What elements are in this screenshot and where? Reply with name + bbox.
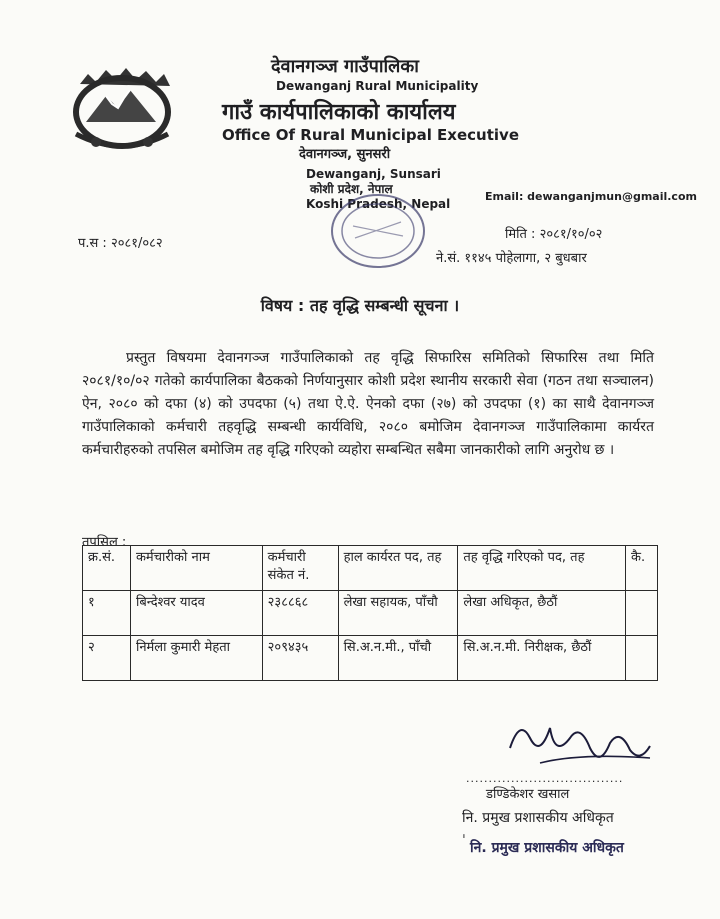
table-cell: २: [83, 636, 131, 681]
address-en: Dewanganj, Sunsari: [306, 167, 441, 181]
table-cell: लेखा अधिकृत, छैठौं: [458, 591, 626, 636]
signature-line: ...................................: [466, 772, 624, 785]
table-cell: लेखा सहायक, पाँचौ: [338, 591, 458, 636]
table-cell: निर्मला कुमारी मेहता: [130, 636, 262, 681]
province-en: Koshi Pradesh, Nepal: [306, 197, 451, 211]
handwritten-signature-icon: [500, 708, 660, 778]
header-cell: क्र.सं.: [83, 546, 131, 591]
office-name-en: Office Of Rural Municipal Executive: [222, 126, 519, 144]
municipality-name-ne: देवानगञ्ज गाउँपालिका: [271, 56, 419, 77]
table-cell: [625, 591, 657, 636]
table-row: [83, 591, 658, 636]
office-stamp-icon: [323, 186, 433, 276]
table-cell: १: [83, 591, 131, 636]
designation-stamp: नि. प्रमुख प्रशासकीय अधिकृत: [470, 840, 624, 856]
signer-designation: नि. प्रमुख प्रशासकीय अधिकृत: [462, 810, 614, 826]
province-ne: कोशी प्रदेश, नेपाल: [310, 182, 393, 196]
table-cell: २३८८६८: [262, 591, 338, 636]
nepal-sambat-date: ने.सं. ११४५ पोहेलागा, २ बुधबार: [436, 251, 587, 266]
email-address: Email: dewanganjmun@gmail.com: [485, 190, 697, 203]
table-header-row: [83, 546, 658, 591]
table-cell: २०९४३५: [262, 636, 338, 681]
table-cell: बिन्देश्वर यादव: [130, 591, 262, 636]
municipality-name-en: Dewanganj Rural Municipality: [276, 79, 479, 93]
office-name-ne: गाउँ कार्यपालिकाको कार्यालय: [222, 100, 456, 125]
notice-body: प्रस्तुत विषयमा देवानगञ्ज गाउँपालिकाको तह वृद्धि सिफारिस समितिको सिफारिस तथा मिति २०८१/१०/०२ गतेको कार्यपालिका बैठकको निर्णयानुसार कोशी प्रदेश स्थानीय सरकारी सेवा (गठन तथा सञ्चालन) ऐन, २०८० को दफा (४) को उपदफा (५) तथा ऐ.ऐ. ऐनको दफा (२७) को उपदफा (१) का साथै देवानगञ्ज गाउँपालिकाको कर्मचारी तहवृद्धि सम्बन्धी कार्यविधि, २०८० बमोजिम देवानगञ्ज गाउँपालिकामा कार्यरत कर्मचारीहरुको तपसिल बमोजिम तह वृद्धि गरिएको व्यहोरा सम्बन्धित सबैमा जानकारीको लागि अनुरोध छ ।: [82, 350, 654, 458]
staff-table: [82, 545, 658, 681]
tapasil-label: तपसिल :: [82, 535, 127, 550]
signer-name: डण्डिकेशर खसाल: [486, 787, 570, 802]
table-cell: [625, 636, 657, 681]
table-row: [83, 636, 658, 681]
table-cell: सि.अ.न.मी., पाँचौ: [338, 636, 458, 681]
reference-number: प.स : २०८१/०८२: [78, 236, 163, 251]
address-ne: देवानगञ्ज, सुनसरी: [299, 147, 391, 162]
table-cell: सि.अ.न.मी. निरीक्षक, छैठौं: [458, 636, 626, 681]
header-cell: कर्मचारी संकेत नं.: [262, 546, 338, 591]
header-cell: तह वृद्धि गरिएको पद, तह: [458, 546, 626, 591]
municipality-emblem-icon: [66, 62, 178, 158]
subject-line: विषय : तह वृद्धि सम्बन्धी सूचना ।: [260, 296, 460, 315]
header-cell: कर्मचारीको नाम: [130, 546, 262, 591]
header-cell: कै.: [625, 546, 657, 591]
issue-date: मिति : २०८१/१०/०२: [505, 227, 603, 242]
stamp-mark-icon: ˈ: [462, 833, 466, 849]
header-cell: हाल कार्यरत पद, तह: [338, 546, 458, 591]
